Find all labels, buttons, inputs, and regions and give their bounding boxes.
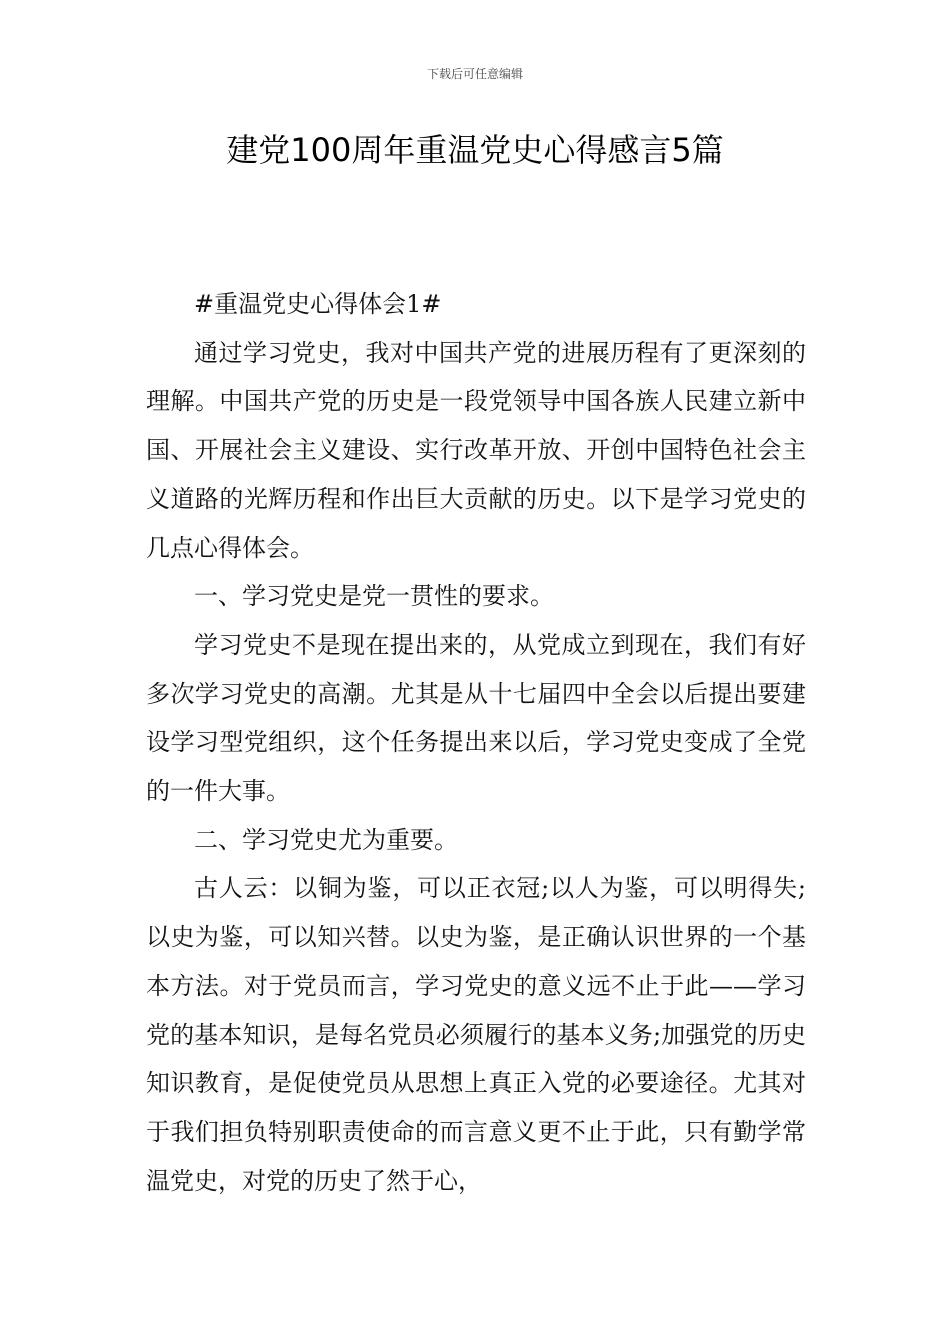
paragraph-one: 学习党史不是现在提出来的，从党成立到现在，我们有好多次学习党史的高潮。尤其是从十七届四中全会以后提出要建设学习型党组织，这个任务提出来以后，学习党史变成了全党的一件大事。 bbox=[146, 630, 806, 806]
paragraph-two: 古人云：以铜为鉴，可以正衣冠;以人为鉴，可以明得失;以史为鉴，可以知兴替。以史为鉴，是正确认识世界的一个基本方法。对于党员而言，学习党史的意义远不止于此——学习党的基本知识，是每名党员必须履行的基本义务;加强党的历史知识教育，是促使党员从思想上真正入党的必要途径。尤其对于我们担负特别职责使命的而言意义更不止于此，只有勤学常温党史，对党的历史了然于心， bbox=[146, 874, 806, 1195]
document-body bbox=[146, 280, 806, 1205]
subheading-two: 二、学习党史尤为重要。 bbox=[194, 825, 458, 854]
section-heading-1: #重温党史心得体会1# bbox=[194, 290, 442, 318]
subheading-one: 一、学习党史是党一贯性的要求。 bbox=[194, 582, 554, 611]
paragraph-intro: 通过学习党史，我对中国共产党的进展历程有了更深刻的理解。中国共产党的历史是一段党领导中国各族人民建立新中国、开展社会主义建设、实行改革开放、开创中国特色社会主义道路的光辉历程和作出巨大贡献的历史。以下是学习党史的几点心得体会。 bbox=[146, 338, 806, 562]
header-note: 下载后可任意编辑 bbox=[426, 67, 523, 81]
document-title: 建党100周年重温党史心得感言5篇 bbox=[226, 131, 724, 169]
